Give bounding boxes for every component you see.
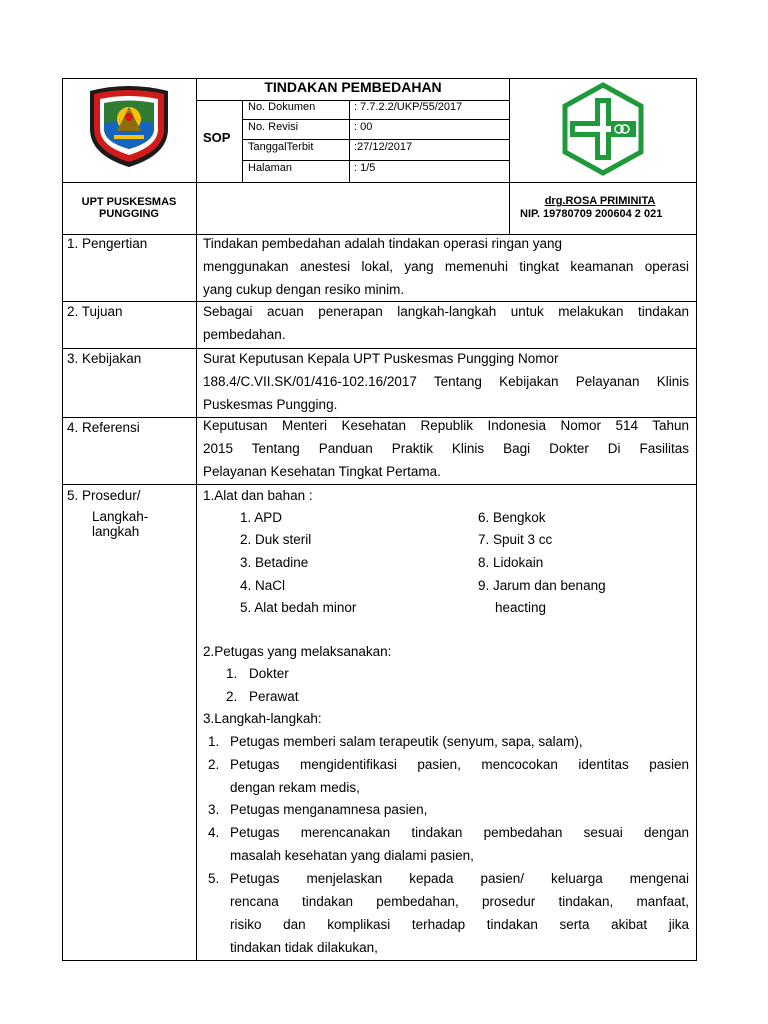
- signer-nip: NIP. 19780709 200604 2 021: [520, 208, 663, 220]
- alat-item: 2. Duk steril: [240, 532, 312, 547]
- document-title: TINDAKAN PEMBEDAHAN: [264, 79, 442, 95]
- langkah-item: Petugas merencanakan tindakan pembedahan sesuai dengan masalah kesehatan yang dialami pasien,: [230, 825, 689, 863]
- langkah-num: 3.: [208, 802, 220, 817]
- petugas-num: 1.: [226, 666, 238, 681]
- revision-value: : 00: [354, 121, 373, 133]
- revision-label: No. Revisi: [248, 121, 299, 133]
- langkah-item: Petugas memberi salam terapeutik (senyum, sapa, salam),: [230, 734, 583, 749]
- section-tujuan-text: Sebagai acuan penerapan langkah-langkah untuk melakukan tindakan pembedahan.: [203, 304, 689, 342]
- alat-item: 7. Spuit 3 cc: [478, 532, 553, 547]
- regency-emblem-logo: [84, 83, 174, 169]
- section-kebijakan-text: Surat Keputusan Kepala UPT Puskesmas Pungging Nomor 188.4/C.VII.SK/01/416-102.16/2017 Tentang Kebijakan Pelayanan Klinis Puskesmas Pungging.: [203, 351, 689, 412]
- alat-item: heacting: [495, 600, 547, 615]
- langkah-item: Petugas menganamnesa pasien,: [230, 802, 428, 817]
- section-pengertian-label: 1. Pengertian: [67, 236, 148, 251]
- petugas-heading: 2.Petugas yang melaksanakan:: [203, 644, 392, 659]
- langkah-item: Petugas menjelaskan kepada pasien/ keluarga mengenai rencana tindakan pembedahan, prosedur tindakan, manfaat, risiko dan komplikasi terhadap tindakan serta akibat jika tindakan tidak dilakukan,: [230, 871, 689, 955]
- alat-item: 3. Betadine: [240, 555, 309, 570]
- section-prosedur-label-2: Langkah-: [92, 509, 149, 524]
- section-tujuan-label: 2. Tujuan: [67, 304, 123, 319]
- petugas-item: Dokter: [249, 666, 289, 681]
- alat-item: 4. NaCl: [240, 578, 286, 593]
- langkah-heading: 3.Langkah-langkah:: [203, 711, 322, 726]
- org-name-line1: UPT PUSKESMAS: [81, 196, 177, 208]
- petugas-num: 2.: [226, 689, 238, 704]
- section-prosedur-label-3: langkah: [92, 524, 140, 539]
- alat-heading: 1.Alat dan bahan :: [203, 488, 313, 503]
- page-value: : 1/5: [354, 162, 376, 174]
- alat-item: 1. APD: [240, 510, 283, 525]
- petugas-item: Perawat: [249, 689, 299, 704]
- langkah-item: Petugas mengidentifikasi pasien, mencocokan identitas pasien dengan rekam medis,: [230, 757, 689, 795]
- section-referensi-text: Keputusan Menteri Kesehatan Republik Indonesia Nomor 514 Tahun 2015 Tentang Panduan Praktik Klinis Bagi Dokter Di Fasilitas Pelayanan Kesehatan Tingkat Pertama.: [203, 418, 689, 479]
- page-label: Halaman: [248, 162, 293, 174]
- section-pengertian-text: Tindakan pembedahan adalah tindakan operasi ringan yang menggunakan anestesi lokal, yang memenuhi tingkat keamanan operasi yang cukup dengan resiko minim.: [203, 236, 689, 297]
- doc-number-value: : 7.7.2.2/UKP/55/2017: [354, 101, 463, 113]
- langkah-num: 2.: [208, 757, 220, 772]
- issue-date-value: :27/12/2017: [354, 141, 413, 153]
- sop-label: SOP: [203, 130, 231, 145]
- doc-number-label: No. Dokumen: [248, 101, 316, 113]
- section-prosedur-label: 5. Prosedur/: [67, 488, 141, 503]
- section-referensi-label: 4. Referensi: [67, 420, 140, 435]
- org-name-line2: PUNGGING: [99, 208, 159, 220]
- signer-name: drg.ROSA PRIMINITA: [544, 195, 656, 207]
- langkah-num: 1.: [208, 734, 220, 749]
- puskesmas-logo: [556, 82, 650, 176]
- issue-date-label: TanggalTerbit: [248, 141, 314, 153]
- alat-item: 5. Alat bedah minor: [240, 600, 357, 615]
- alat-item: 6. Bengkok: [478, 510, 546, 525]
- alat-item: 9. Jarum dan benang: [478, 578, 606, 593]
- alat-item: 8. Lidokain: [478, 555, 544, 570]
- langkah-num: 5.: [208, 871, 220, 886]
- langkah-num: 4.: [208, 825, 220, 840]
- section-kebijakan-label: 3. Kebijakan: [67, 351, 142, 366]
